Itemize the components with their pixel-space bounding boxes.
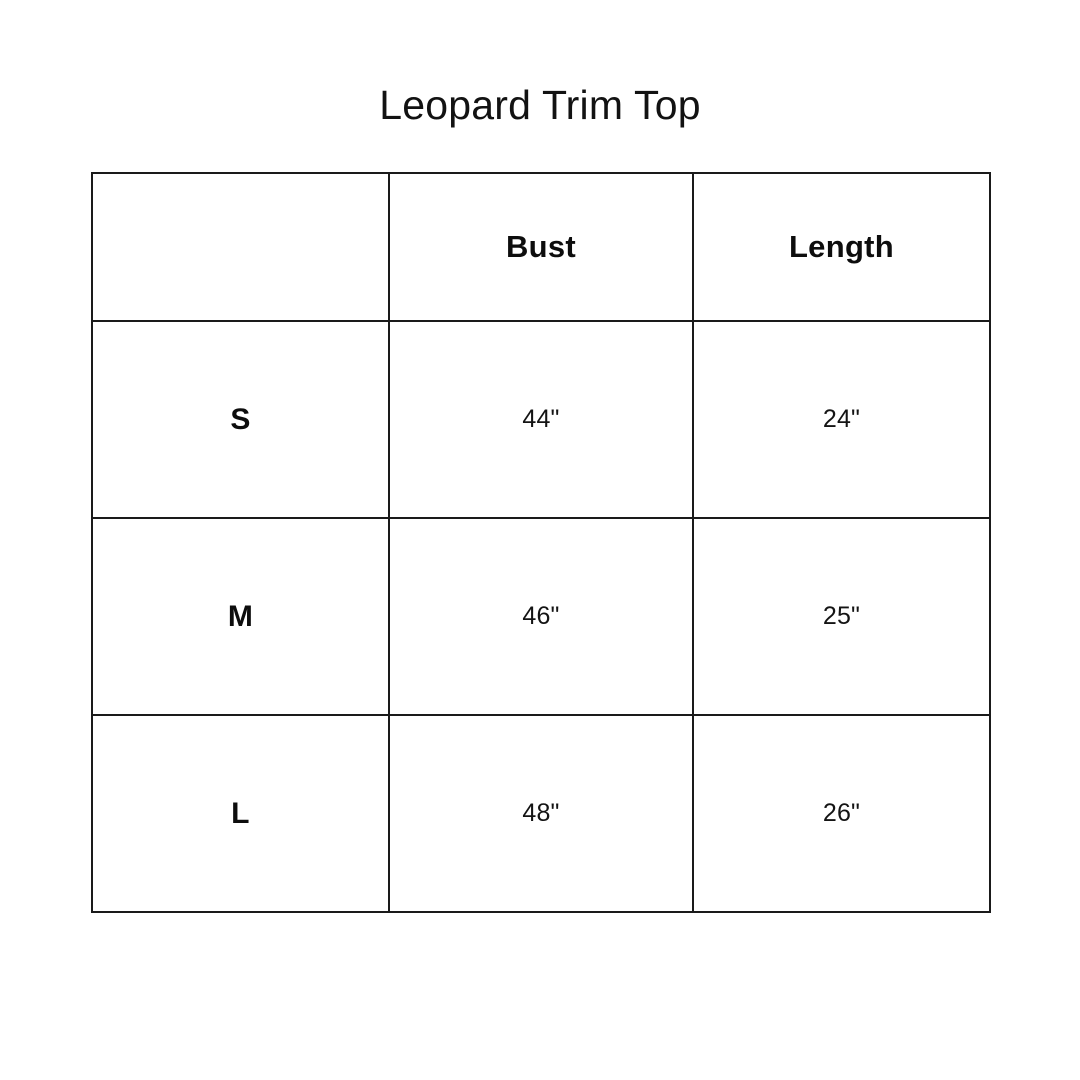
cell-length-s: 24" [693,321,990,518]
page-title: Leopard Trim Top [379,82,701,128]
table-row [92,518,990,715]
corner-cell [92,173,389,321]
column-header-bust: Bust [389,173,693,321]
table-row [92,715,990,912]
row-header-size-s: S [92,321,389,518]
cell-bust-m: 46" [389,518,693,715]
row-header-size-l: L [92,715,389,912]
table-header-row [92,173,990,321]
column-header-length: Length [693,173,990,321]
row-header-size-m: M [92,518,389,715]
cell-length-m: 25" [693,518,990,715]
cell-bust-l: 48" [389,715,693,912]
table-row [92,321,990,518]
cell-length-l: 26" [693,715,990,912]
cell-bust-s: 44" [389,321,693,518]
size-chart-table [91,172,991,913]
size-chart-container [91,172,989,913]
